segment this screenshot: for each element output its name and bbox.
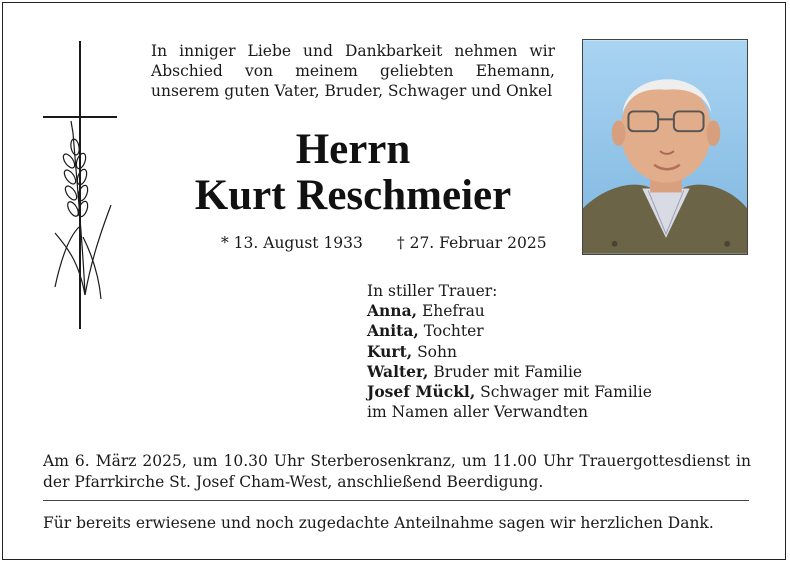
ceremony-text: Am 6. März 2025, um 10.30 Uhr Sterberosenkranz, um 11.00 Uhr Trauergottesdienst in der Pfarrkirche St. Josef Cham-West, anschließend Beerdigung. xyxy=(43,452,751,491)
mourner-name: Anita, xyxy=(367,321,419,341)
obituary-notice xyxy=(2,2,786,560)
list-item xyxy=(367,342,652,362)
intro-text: In inniger Liebe und Dankbarkeit nehmen wir Abschied von meinem geliebten Ehemann, unserem guten Vater, Bruder, Schwager und Onkel xyxy=(151,42,555,100)
mourner-relation: Tochter xyxy=(423,322,484,341)
portrait-photo xyxy=(582,39,748,255)
birth-date: * 13. August 1933 xyxy=(221,234,363,252)
mourner-name: Anna, xyxy=(367,301,418,321)
deceased-name-block xyxy=(151,127,555,219)
deceased-name: Kurt Reschmeier xyxy=(194,172,512,219)
mourner-name: Kurt, xyxy=(367,341,413,361)
mourner-name: Walter, xyxy=(367,361,429,381)
thanks-text: Für bereits erwiesene und noch zugedachte Anteilnahme sagen wir herzlichen Dank. xyxy=(43,514,714,532)
list-item xyxy=(367,321,652,341)
mourner-name: Josef Mückl, xyxy=(367,382,476,402)
mourner-relation: Sohn xyxy=(417,342,457,361)
mourner-relation: Ehefrau xyxy=(421,302,485,321)
mourner-relation: Bruder mit Familie xyxy=(433,362,583,381)
relatives-line: im Namen aller Verwandten xyxy=(367,403,588,422)
salutation: Herrn xyxy=(295,126,411,173)
list-item xyxy=(367,301,652,321)
mourners-list xyxy=(367,281,652,422)
cross-with-wheat-icon xyxy=(33,37,123,337)
list-item xyxy=(367,382,652,402)
mourner-relation: Schwager mit Familie xyxy=(480,383,652,402)
divider xyxy=(43,500,749,501)
death-date: † 27. Februar 2025 xyxy=(396,234,547,252)
mourning-heading: In stiller Trauer: xyxy=(367,282,498,300)
list-item xyxy=(367,362,652,382)
life-dates xyxy=(221,233,547,253)
